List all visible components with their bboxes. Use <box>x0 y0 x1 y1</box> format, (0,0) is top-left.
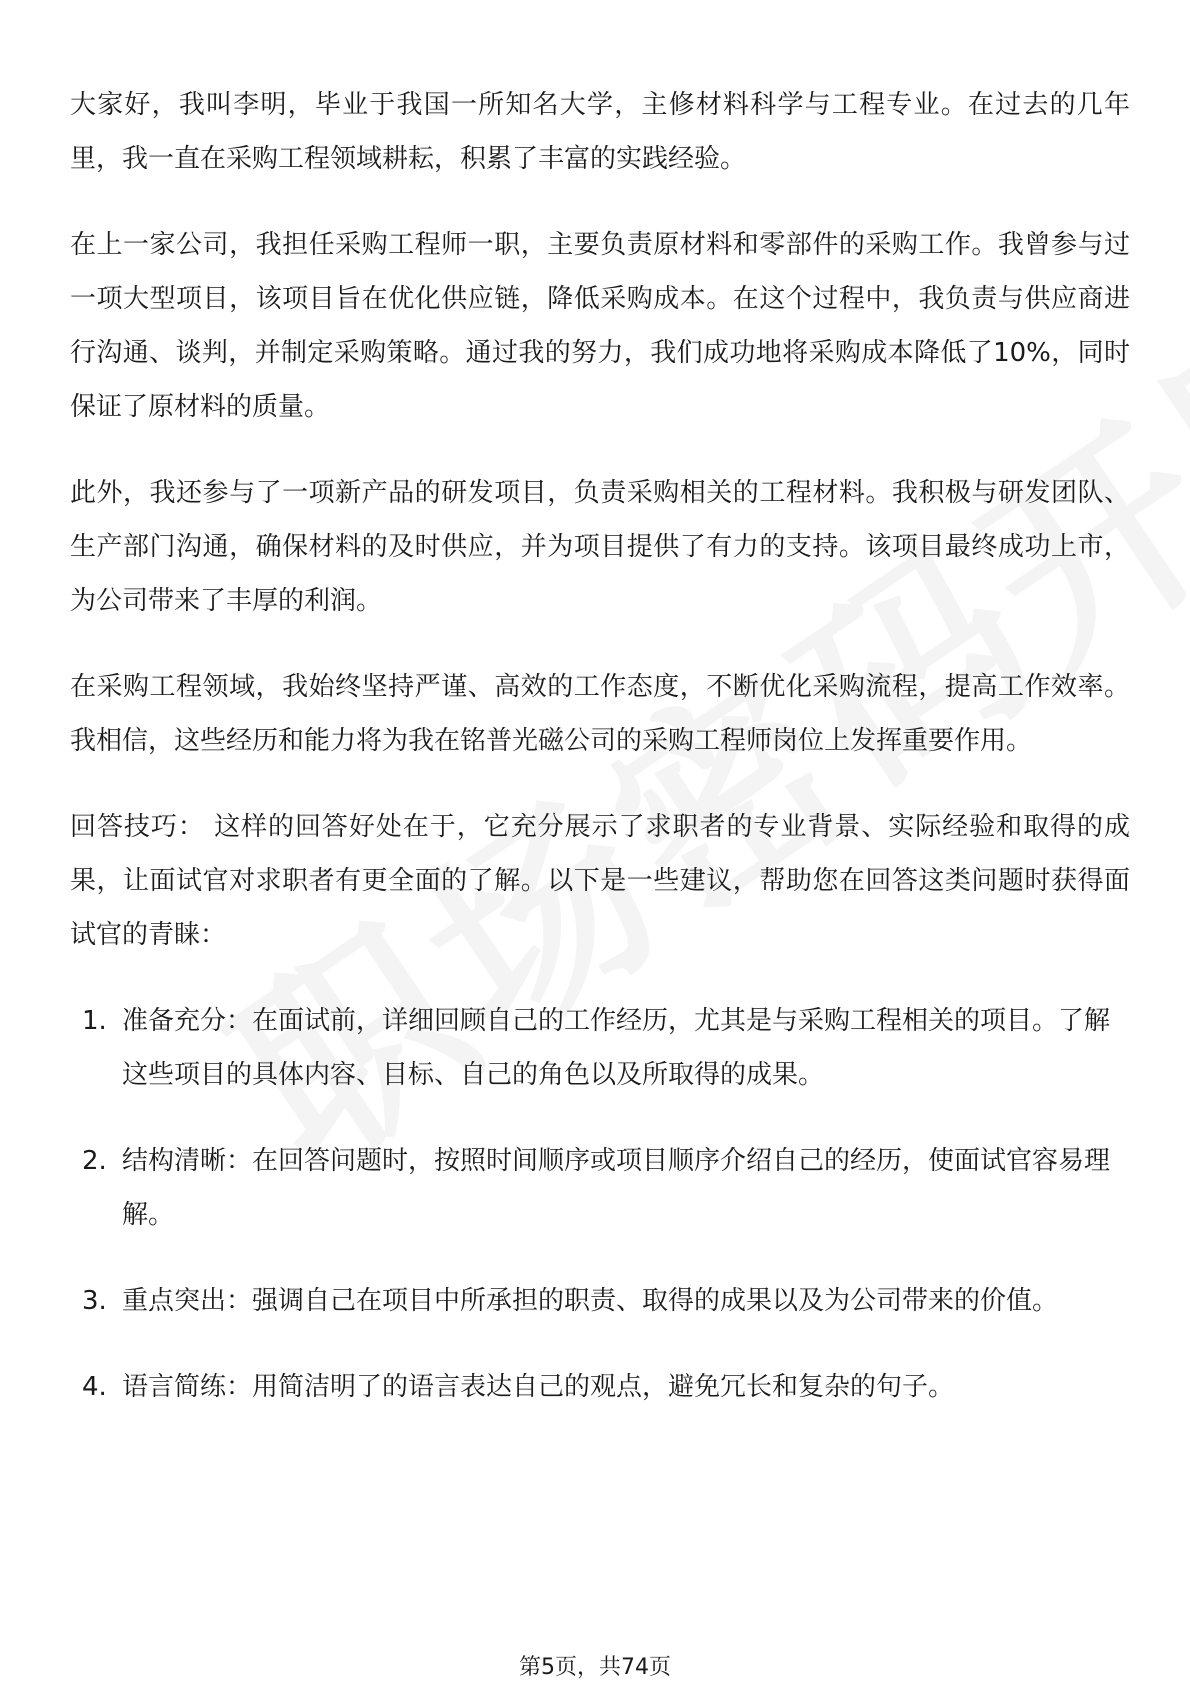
list-item <box>70 1274 1130 1328</box>
document-body <box>70 78 1130 1446</box>
list-text: 重点突出：强调自己在项目中所承担的职责、取得的成果以及为公司带来的价值。 <box>122 1286 1059 1316</box>
tips-list <box>70 994 1130 1414</box>
list-number: 4. <box>82 1372 107 1402</box>
list-text: 语言简练：用简洁明了的语言表达自己的观点，避免冗长和复杂的句子。 <box>122 1372 955 1402</box>
list-number: 2. <box>82 1146 107 1176</box>
list-item <box>70 1360 1130 1414</box>
list-item <box>70 994 1130 1102</box>
page-number-label: 第5页，共74页 <box>519 1655 671 1680</box>
paragraph-previous-job: 在上一家公司，我担任采购工程师一职，主要负责原材料和零部件的采购工作。我曾参与过一项大型项目，该项目旨在优化供应链，降低采购成本。在这个过程中，我负责与供应商进行沟通、谈判，并制定采购策略。通过我的努力，我们成功地将采购成本降低了10%，同时保证了原材料的质量。 <box>70 230 1130 422</box>
list-number: 1. <box>82 1006 107 1036</box>
list-text: 结构清晰：在回答问题时，按照时间顺序或项目顺序介绍自己的经历，使面试官容易理解。 <box>122 1146 1111 1230</box>
paragraph-rnd-project: 此外，我还参与了一项新产品的研发项目，负责采购相关的工程材料。我积极与研发团队、生产部门沟通，确保材料的及时供应，并为项目提供了有力的支持。该项目最终成功上市，为公司带来了丰厚的利润。 <box>70 478 1130 616</box>
list-number: 3. <box>82 1286 107 1316</box>
paragraph-answer-tips: 回答技巧： 这样的回答好处在于，它充分展示了求职者的专业背景、实际经验和取得的成果，让面试官对求职者有更全面的了解。以下是一些建议，帮助您在回答这类问题时获得面试官的青睐： <box>70 812 1130 950</box>
paragraph-attitude: 在采购工程领域，我始终坚持严谨、高效的工作态度，不断优化采购流程，提高工作效率。我相信，这些经历和能力将为我在铭普光磁公司的采购工程师岗位上发挥重要作用。 <box>70 672 1130 756</box>
page-footer <box>0 1650 1190 1681</box>
paragraph-intro: 大家好，我叫李明，毕业于我国一所知名大学，主修材料科学与工程专业。在过去的几年里，我一直在采购工程领域耕耘，积累了丰富的实践经验。 <box>70 90 1130 174</box>
list-item <box>70 1134 1130 1242</box>
list-text: 准备充分：在面试前，详细回顾自己的工作经历，尤其是与采购工程相关的项目。了解这些项目的具体内容、目标、自己的角色以及所取得的成果。 <box>122 1006 1111 1090</box>
